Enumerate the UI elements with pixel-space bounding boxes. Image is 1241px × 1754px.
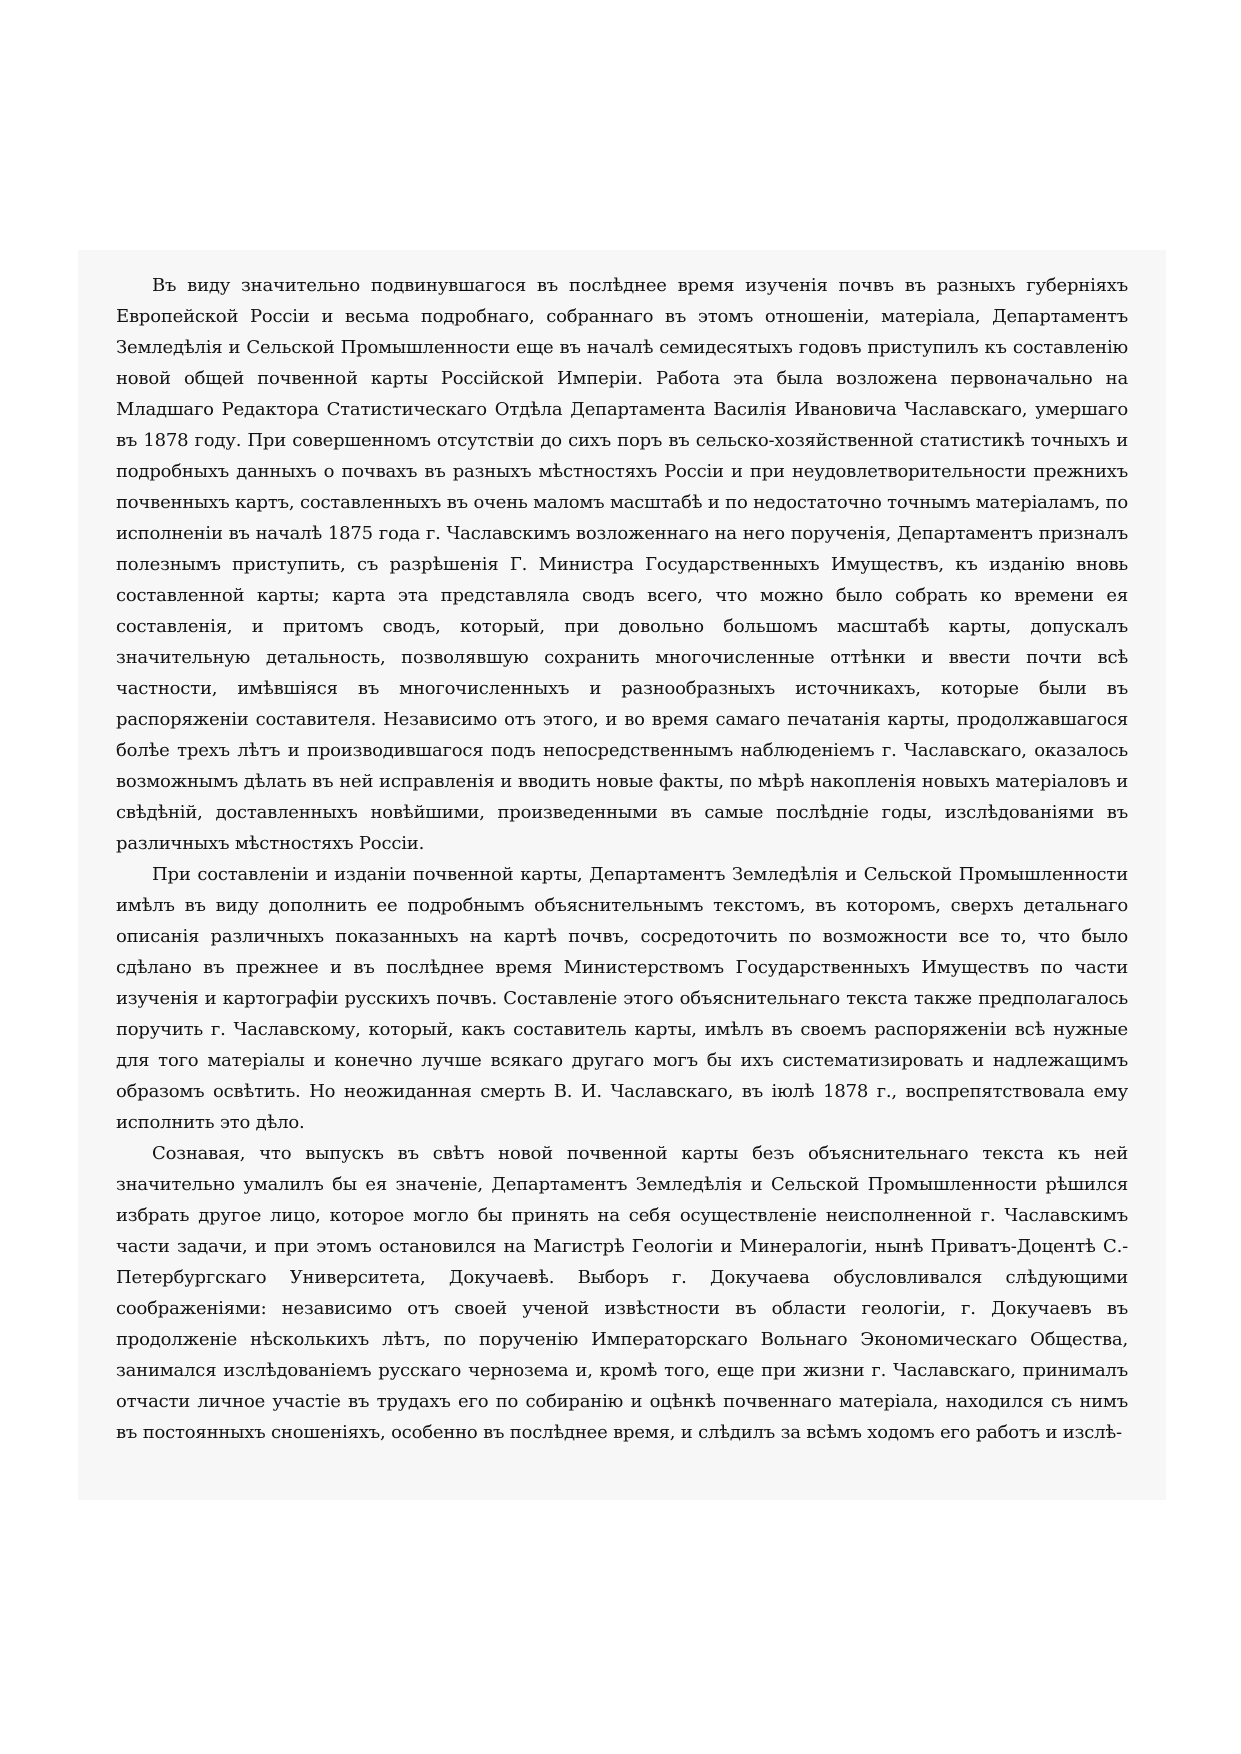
paragraph-2: При составленіи и изданіи почвенной карты, Департаментъ Земледѣлія и Сельской Промышленности имѣлъ въ виду дополнить ее подробнымъ объяснительнымъ текстомъ, въ которомъ, сверхъ детальнаго описанія различныхъ показанныхъ на картѣ почвъ, сосредоточить по возможности все то, что было сдѣлано въ прежнее и въ послѣднее время Министерствомъ Государственныхъ Имуществъ по части изученія и картографіи русскихъ почвъ. Составленіе этого объяснительнаго текста также предполагалось поручить г. Чаславскому, который, какъ составитель карты, имѣлъ въ своемъ распоряженіи всѣ нужные для того матеріалы и конечно лучше всякаго другаго могъ бы ихъ систематизировать и надлежащимъ образомъ освѣтить. Но неожиданная смерть В. И. Чаславскаго, въ іюлѣ 1878 г., воспрепятствовала ему исполнить это дѣло. bbox=[116, 864, 1128, 1133]
paragraph-3: Сознавая, что выпускъ въ свѣтъ новой почвенной карты безъ объяснительнаго текста къ ней значительно умалилъ бы ея значеніе, Департаментъ Земледѣлія и Сельской Промышленности рѣшился избрать другое лицо, которое могло бы принять на себя осуществленіе неисполненной г. Чаславскимъ части задачи, и при этомъ остановился на Магистрѣ Геологіи и Минералогіи, нынѣ Приватъ-Доцентѣ С.-Петербургскаго Университета, Докучаевѣ. Выборъ г. Докучаева обусловливался слѣдующими соображеніями: независимо отъ своей ученой извѣстности въ области геологіи, г. Докучаевъ въ продолженіе нѣсколькихъ лѣтъ, по порученію Императорскаго Вольнаго Экономическаго Общества, занимался изслѣдованіемъ русскаго чернозема и, кромѣ того, еще при жизни г. Чаславскаго, принималъ отчасти личное участіе въ трудахъ его по собиранію и оцѣнкѣ почвеннаго матеріала, находился съ нимъ въ постоянныхъ сношеніяхъ, особенно въ послѣднее время, и слѣдилъ за всѣмъ ходомъ его работъ и изслѣ- bbox=[116, 1143, 1128, 1443]
body-text bbox=[116, 270, 1128, 1448]
paragraph-1: Въ виду значительно подвинувшагося въ послѣднее время изученія почвъ въ разныхъ губерніяхъ Европейской Россіи и весьма подробнаго, собраннаго въ этомъ отношеніи, матеріала, Департаментъ Земледѣлія и Сельской Промышленности еще въ началѣ семидесятыхъ годовъ приступилъ къ составленію новой общей почвенной карты Россійской Имперіи. Работа эта была возложена первоначально на Младшаго Редактора Статистическаго Отдѣла Департамента Василія Ивановича Чаславскаго, умершаго въ 1878 году. При совершенномъ отсутствіи до сихъ поръ въ сельско-хозяйственной статистикѣ точныхъ и подробныхъ данныхъ о почвахъ въ разныхъ мѣстностяхъ Россіи и при неудовлетворительности прежнихъ почвенныхъ картъ, составленныхъ въ очень маломъ масштабѣ и по недостаточно точнымъ матеріаламъ, по исполненіи въ началѣ 1875 года г. Чаславскимъ возложеннаго на него порученія, Департаментъ призналъ полезнымъ приступить, съ разрѣшенія Г. Министра Государственныхъ Имуществъ, къ изданію вновь составленной карты; карта эта представляла сводъ всего, что можно было собрать ко времени ея составленія, и притомъ сводъ, который, при довольно большомъ масштабѣ карты, допускалъ значительную детальность, позволявшую сохранить многочисленные оттѣнки и ввести почти всѣ частности, имѣвшіяся въ многочисленныхъ и разнообразныхъ источникахъ, которые были въ распоряженіи составителя. Независимо отъ этого, и во время самаго печатанія карты, продолжавшагося болѣе трехъ лѣтъ и производившагося подъ непосредственнымъ наблюденіемъ г. Чаславскаго, оказалось возможнымъ дѣлать въ ней исправленія и вводить новые факты, по мѣрѣ накопленія новыхъ матеріаловъ и свѣдѣній, доставленныхъ новѣйшими, произведенными въ самые послѣдніе годы, изслѣдованіями въ различныхъ мѣстностяхъ Россіи. bbox=[116, 275, 1128, 854]
